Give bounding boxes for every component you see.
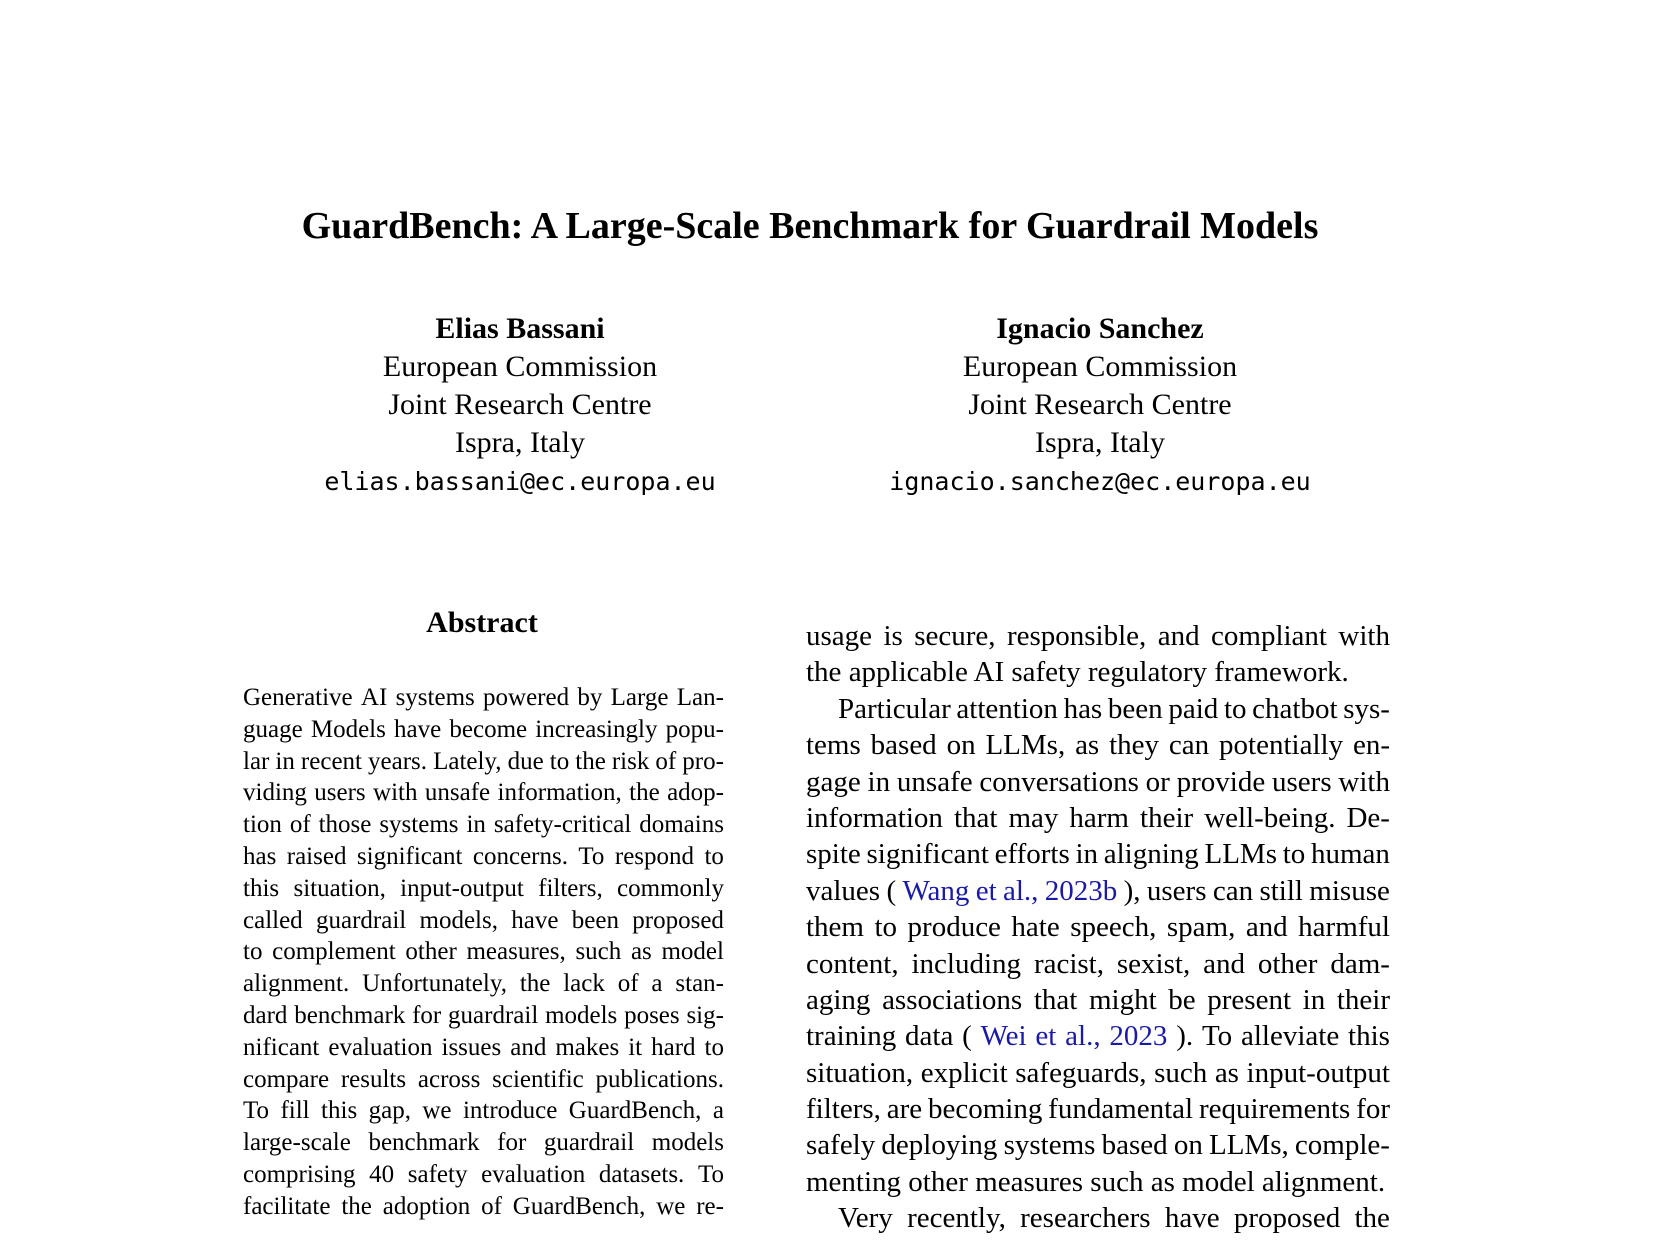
word: filters,: [806, 1093, 881, 1126]
word: commonly: [617, 874, 724, 902]
word: harmful: [1298, 911, 1390, 944]
word: scientific: [492, 1065, 584, 1093]
word: users: [314, 779, 366, 807]
word: efforts: [994, 838, 1070, 871]
word: those: [318, 811, 372, 839]
word: have: [511, 906, 559, 934]
text-line: [806, 875, 1390, 911]
word: to: [549, 747, 570, 775]
word: we: [422, 1097, 452, 1125]
word: measures,: [466, 938, 566, 966]
text-line: [243, 1161, 724, 1193]
word: for: [412, 1001, 442, 1029]
word: been: [1107, 692, 1163, 725]
word: aligning: [1103, 838, 1199, 871]
word: in: [867, 765, 891, 798]
word: safety: [1011, 656, 1088, 689]
word: for: [1356, 1093, 1390, 1126]
word: regulatory: [1087, 656, 1215, 689]
word: may: [1008, 801, 1059, 834]
word: guardrail: [448, 1001, 539, 1029]
text-line: [243, 1097, 724, 1129]
word: ).: [1176, 1020, 1194, 1053]
word: across: [417, 1065, 481, 1093]
word: have: [1164, 1202, 1220, 1235]
word: a: [712, 1097, 724, 1125]
word: respond: [614, 842, 695, 870]
author-affiliation-dept: Joint Research Centre: [968, 388, 1232, 421]
word: on: [1173, 1129, 1203, 1162]
word: risk: [611, 747, 650, 775]
word: models: [545, 1001, 618, 1029]
word: domains: [639, 811, 724, 839]
word: GuardBench,: [512, 1192, 646, 1220]
word: years.: [368, 747, 428, 775]
word: guage: [243, 715, 303, 743]
word: can: [1212, 874, 1254, 907]
word: training: [806, 1020, 897, 1053]
word: racist,: [1033, 947, 1104, 980]
word: as: [1150, 1165, 1183, 1198]
citation-link[interactable]: Wei: [980, 1020, 1027, 1053]
word: gage: [806, 765, 861, 798]
text-line: [806, 766, 1390, 802]
word: dam-: [1330, 947, 1390, 980]
word: evaluation: [481, 1160, 586, 1188]
word: LLMs,: [985, 729, 1066, 762]
word: the: [575, 747, 606, 775]
word: safely: [806, 1129, 876, 1162]
word: guardrail: [543, 1129, 635, 1157]
text-line: [806, 1020, 1390, 1056]
text-line: [806, 948, 1390, 984]
word: significant: [866, 838, 989, 871]
word: results: [340, 1065, 407, 1093]
word: that: [953, 801, 998, 834]
word: concerns.: [472, 842, 568, 870]
word: measures: [975, 1165, 1091, 1198]
word: in: [275, 747, 295, 775]
word: paid: [1168, 692, 1219, 725]
word: to: [874, 911, 898, 944]
word: the: [341, 1192, 372, 1220]
text-line: [806, 620, 1390, 656]
text-line: [243, 1193, 724, 1225]
word: harm: [1069, 801, 1129, 834]
text-line: [243, 1066, 724, 1098]
word: powered: [483, 684, 570, 711]
word: Generative: [243, 684, 353, 711]
word: safety-critical: [493, 811, 632, 839]
word: such: [575, 938, 622, 966]
text-line: [243, 907, 724, 939]
citation-link[interactable]: 2023b: [1044, 874, 1118, 907]
word: tion: [243, 811, 282, 839]
word: unsafe: [896, 765, 973, 798]
word: they: [1109, 729, 1160, 762]
word: recent: [300, 747, 362, 775]
text-line: [243, 811, 724, 843]
word: AI: [973, 656, 1012, 689]
word: we: [656, 1192, 686, 1220]
word: their: [1140, 801, 1194, 834]
word: based: [1101, 1129, 1168, 1162]
word: such: [1090, 1165, 1151, 1198]
word: makes: [555, 1033, 620, 1061]
word: dard: [243, 1001, 288, 1029]
author-affiliation-dept: Joint Research Centre: [388, 388, 652, 421]
text-line: [243, 716, 724, 748]
word: has: [1063, 692, 1103, 725]
word: and: [1245, 911, 1288, 944]
citation-link[interactable]: al.,: [1003, 874, 1039, 907]
word: associations: [882, 983, 1023, 1016]
word: requirements: [1198, 1093, 1351, 1126]
word: To: [243, 1097, 270, 1125]
word: this: [321, 1097, 358, 1125]
word: the: [519, 970, 551, 998]
word: deploying: [881, 1129, 998, 1162]
word: Particular: [838, 692, 951, 725]
word: well-being.: [1204, 801, 1336, 834]
word: to: [704, 842, 724, 870]
word: a: [651, 970, 663, 998]
word: stan-: [675, 970, 724, 998]
word: in: [1075, 838, 1099, 871]
word: with: [1338, 620, 1390, 652]
word: to: [1282, 838, 1306, 871]
paper-title: GuardBench: A Large-Scale Benchmark for Guardrail Models: [301, 205, 1319, 247]
text-line: [806, 838, 1390, 874]
word: To: [578, 842, 605, 870]
word: hard: [651, 1033, 696, 1061]
word: AI: [360, 684, 388, 711]
word: systems: [1003, 1129, 1096, 1162]
word: framework.: [1214, 656, 1349, 689]
word: might: [1088, 983, 1157, 1016]
word: large-scale: [243, 1129, 351, 1157]
word: data: [905, 1020, 954, 1053]
word: including: [911, 947, 1022, 980]
word: as: [1214, 1056, 1239, 1089]
author-affiliation-location: Ispra, Italy: [1035, 426, 1165, 459]
word: proposed: [632, 906, 724, 934]
word: viding: [243, 779, 307, 807]
word: content,: [806, 947, 899, 980]
word: speech,: [1070, 911, 1157, 944]
word: tems: [806, 729, 861, 762]
citation-link[interactable]: Wang: [902, 874, 970, 907]
word: other: [405, 938, 457, 966]
abstract-text: [243, 684, 724, 1225]
word: unsafe: [424, 779, 491, 807]
word: by: [577, 684, 603, 711]
word: re-: [696, 1192, 724, 1220]
word: aging: [806, 983, 871, 1016]
word: are: [886, 1093, 923, 1126]
word: is: [883, 620, 903, 652]
word: can: [1168, 729, 1210, 762]
word: in: [466, 811, 486, 839]
word: introduce: [462, 1097, 558, 1125]
word: lar: [243, 747, 270, 775]
authors-row: [230, 310, 1390, 502]
author-name: Elias Bassani: [435, 312, 605, 345]
word: potentially: [1219, 729, 1344, 762]
text-line: [243, 684, 724, 716]
word: To: [1201, 1020, 1233, 1053]
word: situation,: [806, 1056, 914, 1089]
word: Unfortunately,: [362, 970, 507, 998]
word: has: [243, 842, 277, 870]
word: this: [1348, 1020, 1390, 1053]
word: to: [243, 938, 263, 966]
word: complement: [272, 938, 396, 966]
author-name: Ignacio Sanchez: [996, 312, 1204, 345]
word: comple-: [1294, 1129, 1390, 1162]
word: nificant: [243, 1033, 320, 1061]
word: fill: [280, 1097, 310, 1125]
word: for: [497, 1129, 527, 1157]
word: called: [243, 906, 303, 934]
word: compliant: [1211, 620, 1327, 652]
word: of: [655, 747, 677, 775]
word: alignment.: [1261, 1165, 1386, 1198]
word: situation,: [293, 874, 386, 902]
word: attention: [956, 692, 1058, 725]
word: on: [946, 729, 976, 762]
word: that: [1033, 983, 1078, 1016]
author-email: ignacio.sanchez@ec.europa.eu: [889, 467, 1311, 496]
word: to: [1223, 692, 1247, 725]
word: GuardBench,: [568, 1097, 702, 1125]
word: pro-: [682, 747, 724, 775]
word: be: [1168, 983, 1196, 1016]
word: spam,: [1166, 911, 1236, 944]
word: human: [1310, 838, 1390, 871]
citation-link[interactable]: 2023: [1109, 1020, 1168, 1053]
word: increasingly: [535, 715, 658, 743]
word: hate: [1011, 911, 1060, 944]
word: Lan-: [676, 684, 724, 711]
word: secure,: [914, 620, 996, 652]
word: the: [1354, 1202, 1390, 1235]
author-affiliation-org: European Commission: [382, 350, 658, 383]
word: Models: [310, 715, 386, 743]
word: safety: [407, 1160, 468, 1188]
word: input-output: [1246, 1056, 1390, 1089]
text-line: [243, 843, 724, 875]
word: users: [1272, 765, 1332, 798]
word: Very: [838, 1202, 893, 1235]
word: as: [1075, 729, 1100, 762]
word: responsible,: [1006, 620, 1147, 652]
word: become: [449, 715, 528, 743]
text-line: [243, 1002, 724, 1034]
word: researchers: [1020, 1202, 1151, 1235]
word: other: [908, 1165, 976, 1198]
text-line: [806, 1057, 1390, 1093]
word: models: [651, 1129, 724, 1157]
text-line: [806, 1166, 1390, 1202]
text-line: [806, 802, 1390, 838]
word: adoption: [382, 1192, 471, 1220]
word: poses: [624, 1001, 680, 1029]
author-email: elias.bassani@ec.europa.eu: [324, 467, 716, 496]
word: compare: [243, 1065, 330, 1093]
word: as: [630, 938, 652, 966]
word: explicit: [920, 1056, 1008, 1089]
text-line: [243, 1129, 724, 1161]
word: menting: [806, 1165, 909, 1198]
word: en-: [1352, 729, 1390, 762]
text-line: [806, 1093, 1390, 1129]
word: safeguards,: [1015, 1056, 1147, 1089]
word: other: [1257, 947, 1318, 980]
word: gap,: [368, 1097, 411, 1125]
word: the: [629, 779, 660, 807]
word: publications.: [595, 1065, 724, 1093]
text-line: [243, 938, 724, 970]
word: facilitate: [243, 1192, 331, 1220]
text-line: [243, 748, 724, 780]
word: provide: [1176, 765, 1266, 798]
citation-link[interactable]: et: [975, 874, 997, 907]
citation-link[interactable]: et: [1035, 1020, 1057, 1053]
word: De-: [1346, 801, 1390, 834]
word: models,: [419, 906, 498, 934]
word: (: [962, 1020, 972, 1053]
word: and: [1157, 620, 1200, 652]
word: sys-: [1343, 692, 1390, 725]
text-line: [806, 729, 1390, 765]
word: present: [1207, 983, 1292, 1016]
word: filters,: [538, 874, 603, 902]
text-line: [806, 1202, 1390, 1238]
word: systems: [395, 684, 475, 711]
word: of: [617, 970, 639, 998]
author-affiliation-org: European Commission: [962, 350, 1238, 383]
word: alignment.: [243, 970, 350, 998]
word: chatbot: [1252, 692, 1338, 725]
word: alleviate: [1240, 1020, 1340, 1053]
word: usage: [806, 620, 873, 652]
word: misuse: [1309, 874, 1390, 907]
word: systems: [379, 811, 459, 839]
word: in: [1302, 983, 1326, 1016]
word: of: [481, 1192, 502, 1220]
word: (: [886, 874, 897, 907]
word: sexist,: [1116, 947, 1191, 980]
word: evaluation: [328, 1033, 433, 1061]
word: LLMs,: [1208, 1129, 1289, 1162]
word: produce: [907, 911, 1001, 944]
word: lack: [563, 970, 605, 998]
text-line: [806, 911, 1390, 947]
word: sig-: [686, 1001, 724, 1029]
word: them: [806, 911, 864, 944]
text-line: [243, 970, 724, 1002]
word: benchmark: [294, 1001, 406, 1029]
word: of: [289, 811, 311, 839]
word: guardrail: [315, 906, 407, 934]
text-line: [243, 1034, 724, 1066]
text-line: [806, 693, 1390, 729]
word: based: [870, 729, 937, 762]
text-line: [243, 875, 724, 907]
word: with: [1338, 765, 1390, 798]
word: such: [1154, 1056, 1208, 1089]
word: significant: [356, 842, 463, 870]
word: ),: [1123, 874, 1141, 907]
word: popu-: [665, 715, 724, 743]
word: becoming: [927, 1093, 1043, 1126]
word: this: [243, 874, 280, 902]
word: LLMs: [1204, 838, 1277, 871]
word: due: [507, 747, 544, 775]
word: and: [510, 1033, 547, 1061]
word: it: [628, 1033, 643, 1061]
word: information,: [497, 779, 622, 807]
word: fundamental: [1048, 1093, 1194, 1126]
word: Lately,: [433, 747, 502, 775]
word: the: [806, 656, 849, 689]
word: adop-: [667, 779, 724, 807]
text-line: [806, 1129, 1390, 1165]
text-line: [806, 656, 1390, 692]
word: datasets.: [598, 1160, 685, 1188]
word: model: [661, 938, 724, 966]
word: still: [1259, 874, 1303, 907]
introduction-text: [806, 620, 1390, 1239]
word: comprising: [243, 1160, 356, 1188]
word: applicable: [848, 656, 974, 689]
word: Large: [610, 684, 669, 711]
word: to: [704, 1033, 724, 1061]
word: 40: [369, 1160, 395, 1188]
word: information: [806, 801, 943, 834]
word: input-output: [400, 874, 524, 902]
word: proposed: [1233, 1202, 1341, 1235]
author-affiliation-location: Ispra, Italy: [455, 426, 585, 459]
word: or: [1145, 765, 1170, 798]
author-block-2: [810, 310, 1390, 502]
author-block-1: [230, 310, 810, 502]
word: spite: [806, 838, 861, 871]
abstract-heading: Abstract: [426, 606, 538, 639]
word: been: [571, 906, 619, 934]
word: conversations: [979, 765, 1139, 798]
word: raised: [286, 842, 347, 870]
word: with: [373, 779, 418, 807]
text-line: [806, 984, 1390, 1020]
word: model: [1182, 1165, 1262, 1198]
word: and: [1203, 947, 1245, 980]
citation-link[interactable]: al.,: [1065, 1020, 1101, 1053]
word: recently,: [907, 1202, 1006, 1235]
word: have: [394, 715, 442, 743]
text-line: [243, 779, 724, 811]
word: issues: [441, 1033, 502, 1061]
word: benchmark: [368, 1129, 480, 1157]
word: their: [1336, 983, 1390, 1016]
word: To: [697, 1160, 724, 1188]
word: users: [1146, 874, 1207, 907]
word: values: [806, 874, 881, 907]
